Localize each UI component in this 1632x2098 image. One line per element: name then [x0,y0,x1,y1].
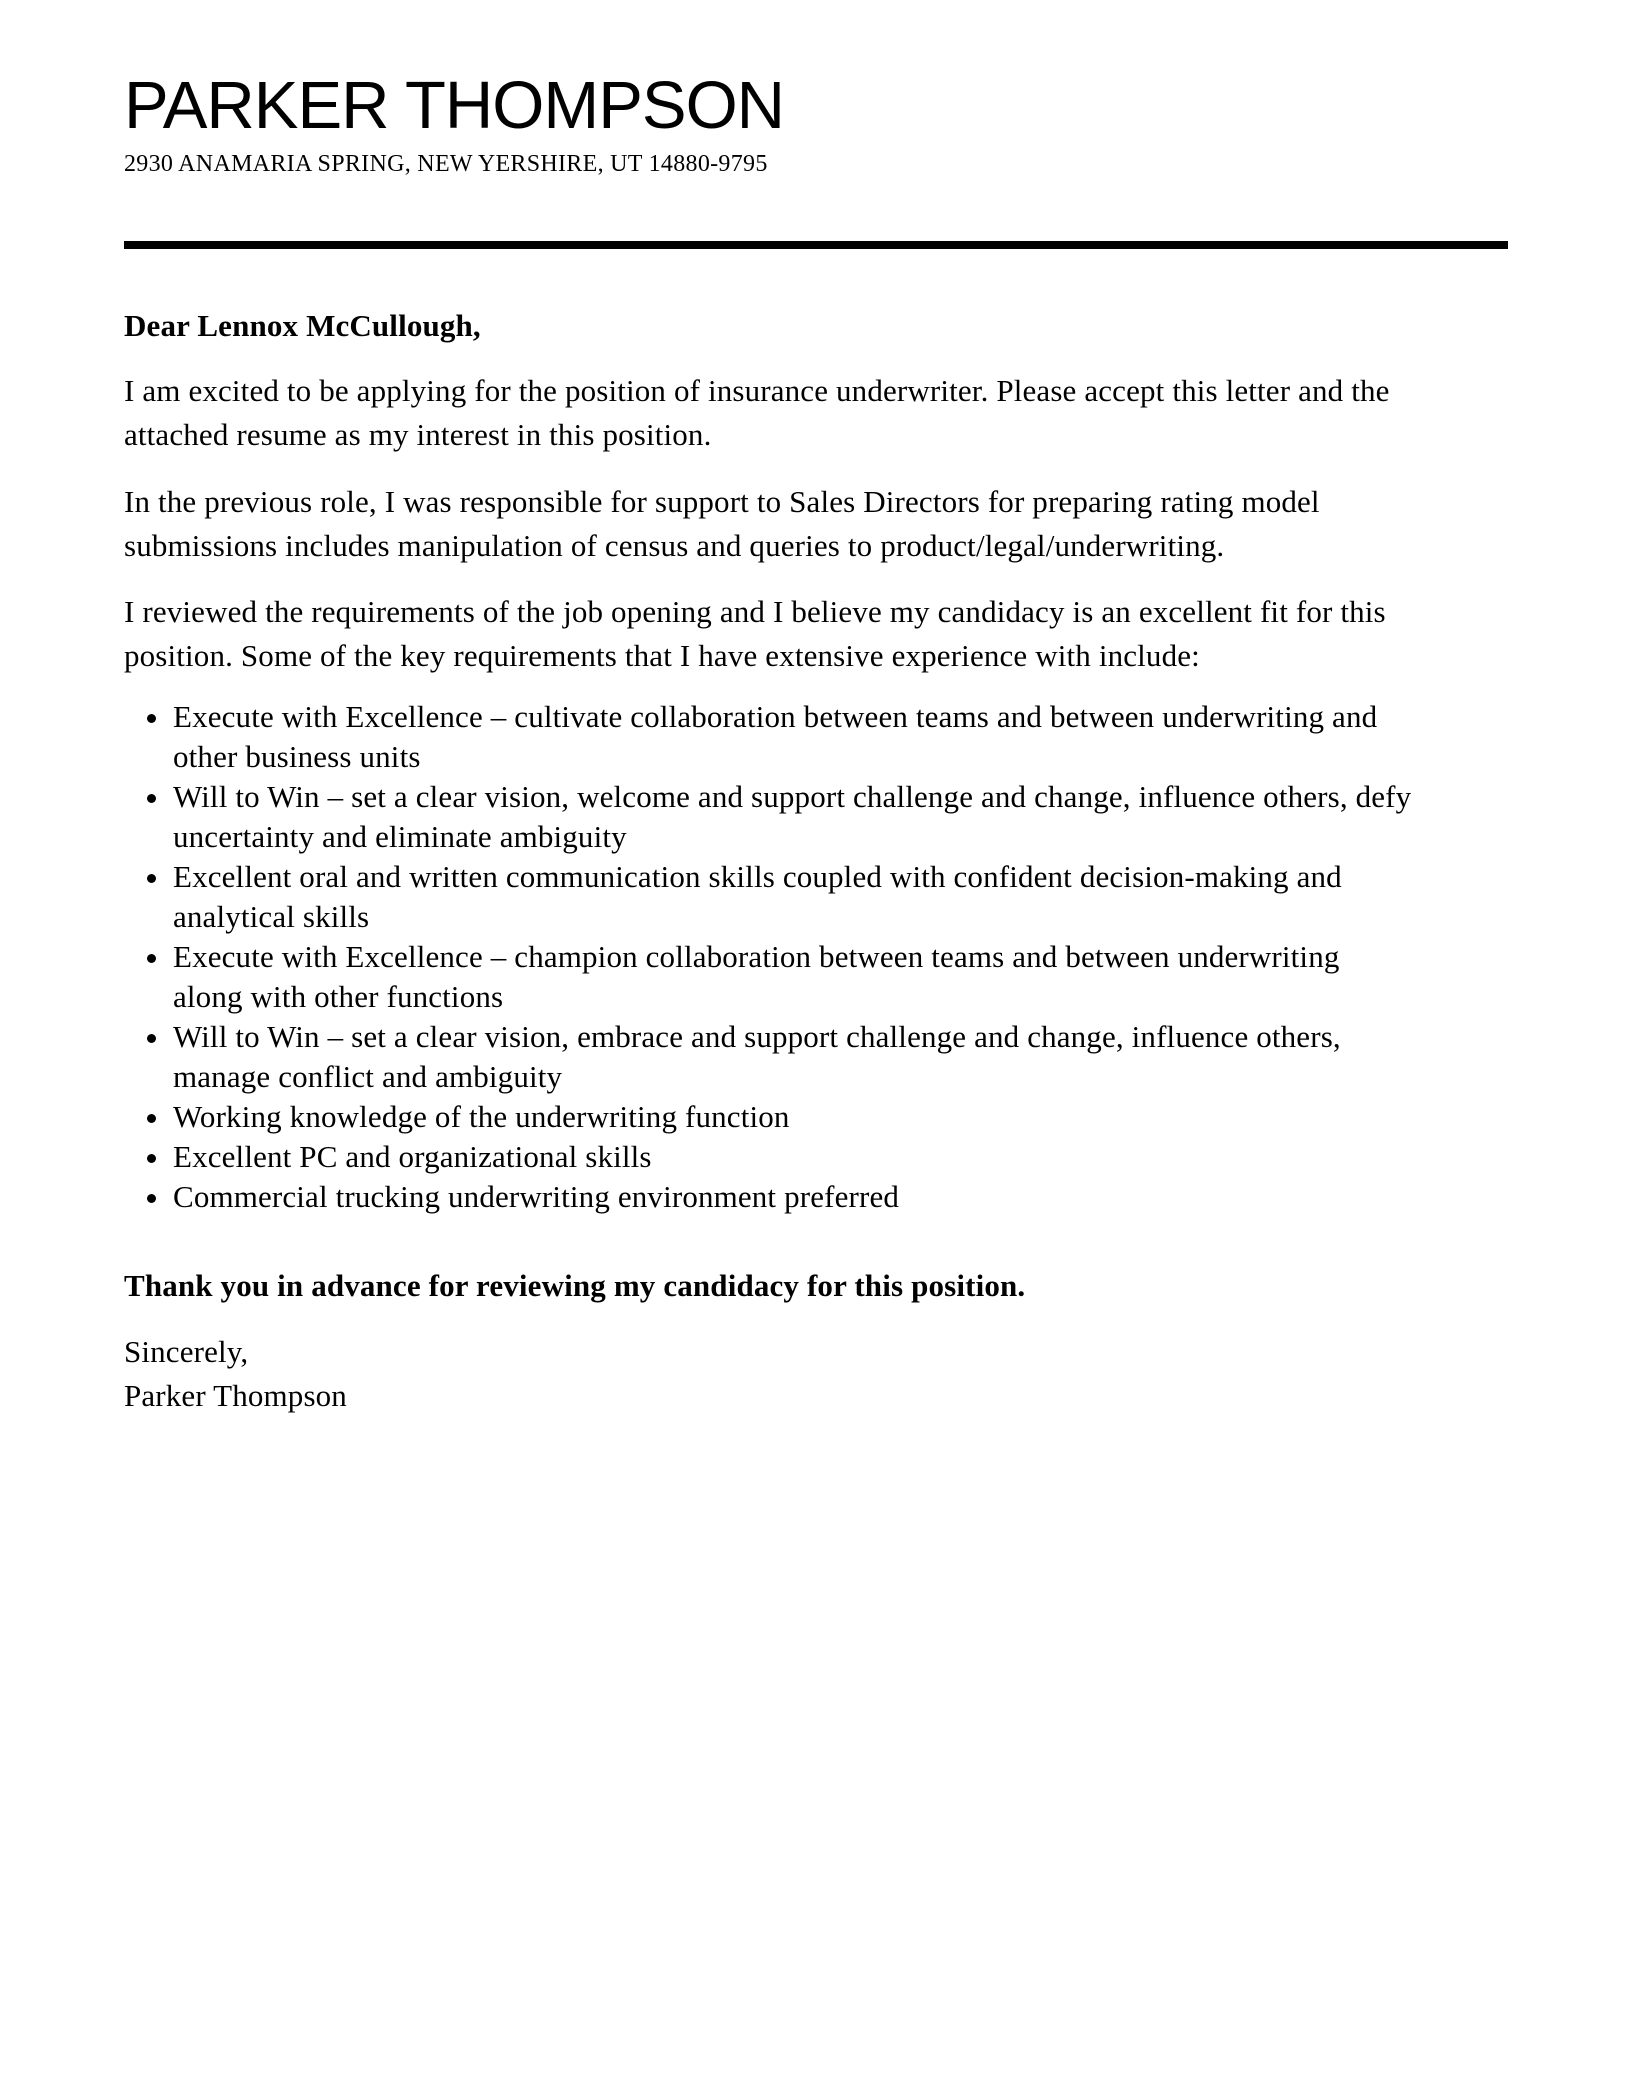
bullet-icon [147,874,156,883]
list-item-line: Working knowledge of the underwriting function [173,1099,790,1134]
list-item [124,777,1524,857]
list-item [124,1137,1524,1177]
list-item-line: Execute with Excellence – cultivate collaboration between teams and between underwriting and [173,699,1378,734]
list-item [124,697,1524,777]
list-item-line: Execute with Excellence – champion collaboration between teams and between underwriting [173,939,1340,974]
bullet-icon [147,1154,156,1163]
valediction: Sincerely, [124,1334,249,1369]
list-item-line: Will to Win – set a clear vision, welcome and support challenge and change, influence others, defy [173,779,1412,814]
paragraph-line: position. Some of the key requirements that I have extensive experience with include: [124,638,1200,673]
list-item-line: other business units [173,739,421,774]
bullet-icon [147,954,156,963]
list-item-line: analytical skills [173,899,370,934]
paragraph-intro [124,369,1524,457]
paragraph-line: I am excited to be applying for the position of insurance underwriter. Please accept this letter and the [124,373,1390,408]
paragraph-line: submissions includes manipulation of census and queries to product/legal/underwriting. [124,528,1225,563]
list-item [124,1097,1524,1137]
signoff [124,1330,347,1418]
closing-statement: Thank you in advance for reviewing my candidacy for this position. [124,1268,1026,1303]
bullet-icon [147,794,156,803]
bullet-icon [147,1194,156,1203]
list-item-line: uncertainty and eliminate ambiguity [173,819,627,854]
list-item-line: Excellent PC and organizational skills [173,1139,652,1174]
list-item-line: manage conflict and ambiguity [173,1059,563,1094]
paragraph-line: I reviewed the requirements of the job opening and I believe my candidacy is an excellent fit for this [124,594,1386,629]
list-item [124,937,1524,1017]
applicant-address: 2930 ANAMARIA SPRING, NEW YERSHIRE, UT 14880-9795 [124,151,768,177]
list-item [124,1177,1524,1217]
applicant-name: PARKER THOMPSON [124,68,785,143]
signature-name: Parker Thompson [124,1378,347,1413]
list-item-line: Will to Win – set a clear vision, embrace and support challenge and change, influence others, [173,1019,1341,1054]
bullet-icon [147,1034,156,1043]
paragraph-experience [124,480,1524,568]
header-divider [124,241,1508,249]
bullet-icon [147,714,156,723]
paragraph-requirements-intro [124,590,1524,678]
bullet-icon [147,1114,156,1123]
requirements-list [124,697,1524,1217]
list-item-line: Excellent oral and written communication skills coupled with confident decision-making and [173,859,1342,894]
paragraph-line: In the previous role, I was responsible for support to Sales Directors for preparing rating model [124,484,1320,519]
paragraph-line: attached resume as my interest in this position. [124,417,712,452]
list-item-line: along with other functions [173,979,504,1014]
list-item [124,857,1524,937]
list-item-line: Commercial trucking underwriting environment preferred [173,1179,900,1214]
salutation: Dear Lennox McCullough, [124,308,481,343]
list-item [124,1017,1524,1097]
